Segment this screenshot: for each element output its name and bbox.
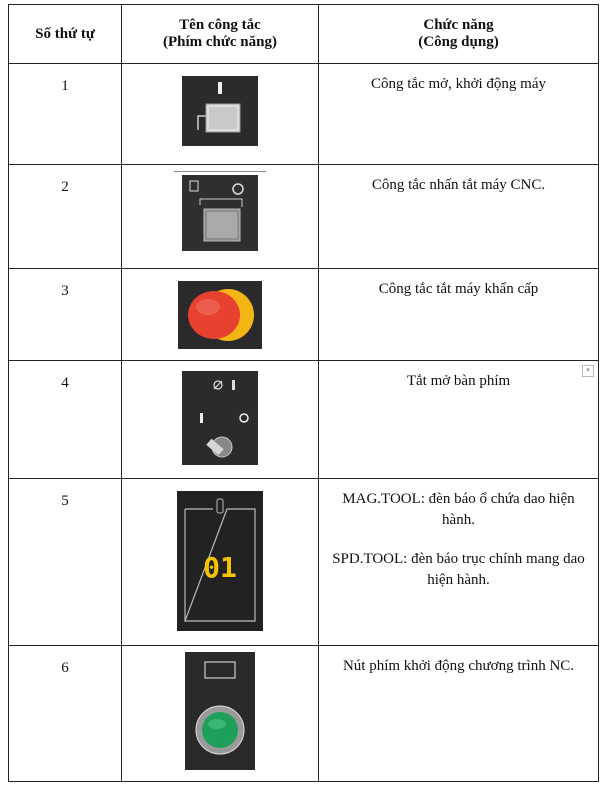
header-function: Chức năng (Công dụng) xyxy=(319,5,599,64)
row-description: MAG.TOOL: đèn báo ổ chứa dao hiện hành. SPD.TOOL: đèn báo trục chính mang dao hiện hành. xyxy=(319,479,599,646)
table-row xyxy=(9,64,599,165)
header-row xyxy=(9,5,599,64)
tool-number-display: 01 xyxy=(203,551,237,584)
dropdown-marker-icon: ▾ xyxy=(582,365,594,377)
row-number: 5 xyxy=(9,479,122,646)
row-description: Công tắc mở, khởi động máy xyxy=(319,64,599,165)
emergency-stop-icon xyxy=(178,281,262,349)
switch-table xyxy=(8,4,599,782)
table-row xyxy=(9,361,599,479)
row-number: 1 xyxy=(9,64,122,165)
table-row xyxy=(9,165,599,269)
row-number: 3 xyxy=(9,269,122,361)
tool-display-icon xyxy=(177,491,263,631)
row-number: 2 xyxy=(9,165,122,269)
row-number: 4 xyxy=(9,361,122,479)
row-description: Công tắc nhấn tắt máy CNC. xyxy=(319,165,599,269)
row-number: 6 xyxy=(9,646,122,782)
keyboard-key-switch-icon xyxy=(182,371,258,465)
table-row xyxy=(9,269,599,361)
power-on-switch-icon xyxy=(182,76,258,146)
header-switch-name: Tên công tắc (Phím chức năng) xyxy=(122,5,319,64)
row-description: Tắt mở bàn phím ▾ xyxy=(319,361,599,479)
row-description: Nút phím khởi động chương trình NC. xyxy=(319,646,599,782)
cycle-start-button-icon xyxy=(185,652,255,770)
table-row xyxy=(9,479,599,646)
row-description: Công tắc tắt máy khẩn cấp xyxy=(319,269,599,361)
table-row xyxy=(9,646,599,782)
power-off-switch-icon xyxy=(182,175,258,251)
header-number: Số thứ tự xyxy=(9,5,122,64)
